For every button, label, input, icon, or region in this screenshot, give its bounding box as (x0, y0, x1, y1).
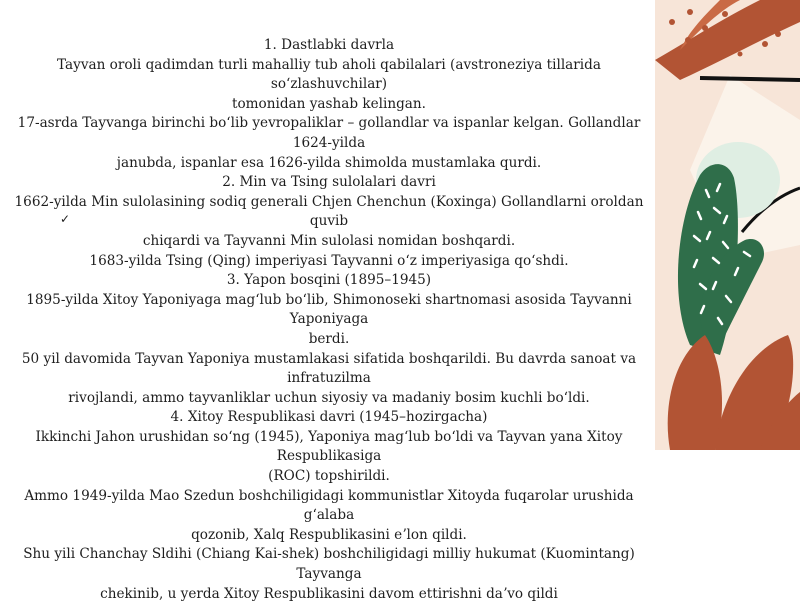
text-line: 3. Yapon bosqini (1895–1945) (226, 272, 432, 289)
text-line: 2. Min va Tsing sulolalari davri (222, 174, 436, 191)
text-line: rivojlandi, ammo tayvanliklar uchun siyosiy va madaniy bosim kuchli boʻldi. (68, 389, 590, 406)
text-line: 50 yil davomida Tayvan Yaponiya mustamlakasi sifatida boshqarildi. Bu davrda sanoat va infratuzilma (21, 350, 637, 387)
black-stroke (700, 78, 800, 80)
text-line: janubda, ispanlar esa 1626-yilda shimolda mustamlaka qurdi. (116, 154, 542, 171)
text-line: 1. Dastlabki davrla (263, 37, 395, 53)
text-line: Shu yili Chanchay Sldihi (Chiang Kai-shek) boshchiligidagi milliy hukumat (Kuomintang) Tayvanga (23, 546, 635, 583)
text-line: chiqardi va Tayvanni Min sulolasi nomidan boshqardi. (142, 232, 516, 249)
text-line: chekinib, u yerda Xitoy Respublikasini davom ettirishni daʼvo qildi (100, 585, 558, 602)
text-line: Ikkinchi Jahon urushidan soʻng (1945), Yaponiya magʻlub boʻldi va Tayvan yana Xitoy Respublikasiga (35, 428, 623, 465)
text-line: Tayvan oroli qadimdan turli mahalliy tub aholi qabilalari (avstroneziya tillarida soʻzlashuvchilar) (57, 56, 601, 93)
text-line: tomonidan yashab kelingan. (232, 95, 426, 112)
text-line: 1662-yilda Min sulolasining sodiq generali Chjen Chenchun (Koxinga) Gollandlarni oroldan quvib (14, 193, 644, 230)
history-text (0, 36, 658, 604)
text-line: 17-asrda Tayvanga birinchi boʻlib yevropaliklar – gollandlar va ispanlar kelgan. Gollandlar 1624-yilda (17, 115, 641, 151)
text-line: qozonib, Xalq Respublikasini eʼlon qildi. (191, 526, 467, 543)
text-line: 4. Xitoy Respublikasi davri (1945–hozirgacha) (170, 409, 488, 426)
text-line: 1895-yilda Xitoy Yaponiyaga magʻlub boʻlib, Shimonoseki shartnomasi asosida Tayvanni Yaponiyaga (26, 291, 632, 328)
text-line: (ROC) topshirildi. (268, 468, 390, 485)
text-line: Ammo 1949-yilda Mao Szedun boshchiligidagi kommunistlar Xitoyda fuqarolar urushida gʻalaba (24, 487, 634, 524)
text-line: berdi. (308, 330, 350, 347)
check-icon: ✓ (60, 212, 71, 226)
text-line: 1683-yilda Tsing (Qing) imperiyasi Tayvanni oʻz imperiyasiga qoʻshdi. (89, 252, 569, 269)
